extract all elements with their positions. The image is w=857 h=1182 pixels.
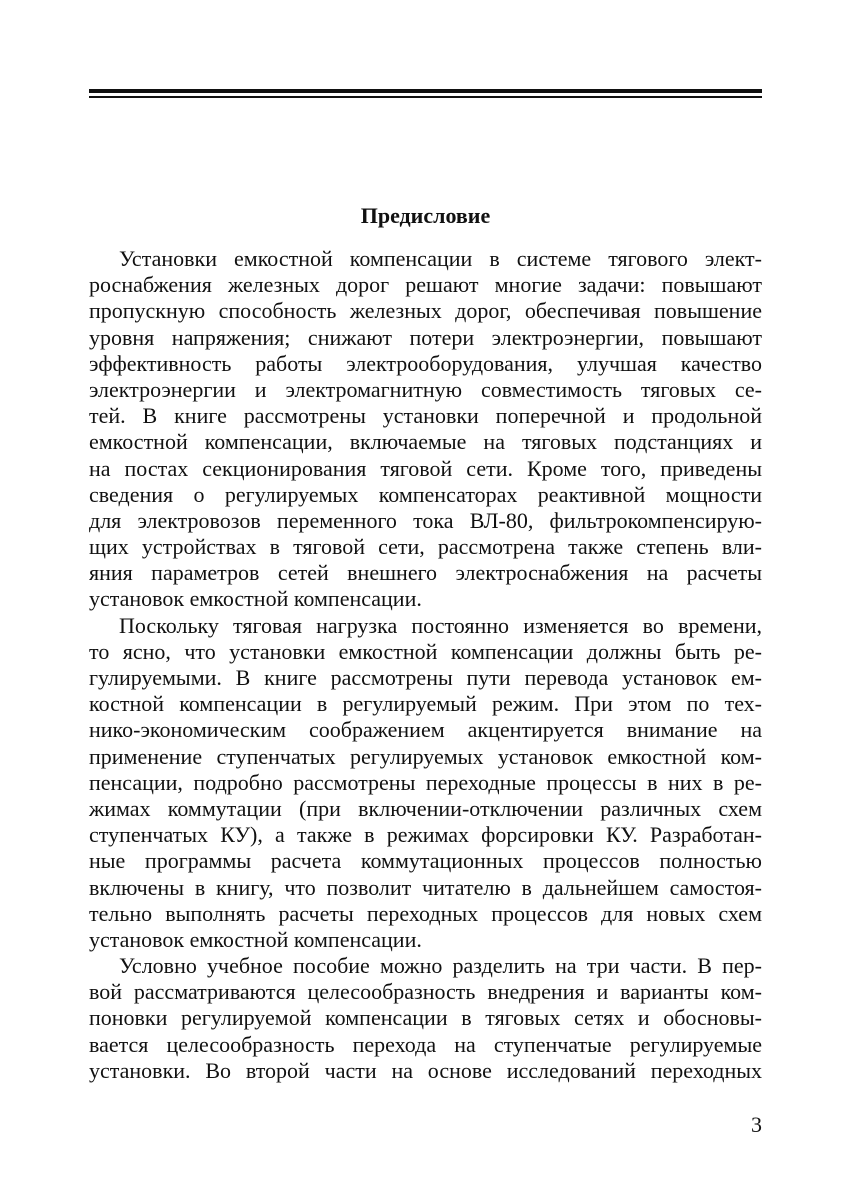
- text-line: Условно учебное пособие можно разделить на три части. В пер-: [119, 953, 762, 979]
- text-line: применение ступенчатых регулируемых установок емкостной ком-: [89, 743, 762, 769]
- text-line: включены в книгу, что позволит читателю в дальнейшем самостоя-: [89, 874, 762, 900]
- text-line: для электровозов переменного тока ВЛ-80, фильтрокомпенсирую-: [89, 507, 762, 533]
- page-title: Предисловие: [360, 203, 491, 228]
- text-line: то ясно, что установки емкостной компенсации должны быть ре-: [89, 638, 762, 664]
- paragraph: [89, 613, 762, 953]
- header-rule-thick: [89, 89, 762, 93]
- text-line: пенсации, подробно рассмотрены переходные процессы в них в ре-: [89, 769, 762, 795]
- text-line: установки. Во второй части на основе исследований переходных: [89, 1057, 762, 1083]
- text-line: гулируемыми. В книге рассмотрены пути перевода установок ем-: [89, 665, 762, 690]
- text-line: сведения о регулируемых компенсаторах реактивной мощности: [89, 481, 762, 507]
- text-line: Установки емкостной компенсации в системе тягового элект-: [119, 246, 762, 271]
- text-line: вой рассматриваются целесообразность внедрения и варианты ком-: [89, 979, 762, 1005]
- text-line: уровня напряжения; снижают потери электроэнергии, повышают: [89, 324, 762, 350]
- text-line: роснабжения железных дорог решают многие задачи: повышают: [89, 272, 762, 298]
- body-text: [89, 246, 762, 1084]
- paragraph: [89, 246, 762, 613]
- text-line: установок емкостной компенсации.: [89, 926, 422, 952]
- text-line: жимах коммутации (при включении-отключении различных схем: [89, 795, 762, 821]
- text-line: щих устройствах в тяговой сети, рассмотрена также степень вли-: [89, 534, 762, 560]
- text-line: нико-экономическим соображением акцентируется внимание на: [89, 717, 762, 743]
- text-line: яния параметров сетей внешнего электроснабжения на расчеты: [89, 560, 762, 586]
- text-line: электроэнергии и электромагнитную совместимость тяговых се-: [89, 376, 762, 402]
- text-line: пропускную способность железных дорог, обеспечивая повышение: [89, 298, 762, 324]
- text-line: эффективность работы электрооборудования, улучшая качество: [89, 350, 762, 376]
- header-rule-thin: [89, 96, 762, 98]
- text-line: Поскольку тяговая нагрузка постоянно изменяется во времени,: [119, 612, 762, 638]
- text-line: ные программы расчета коммутационных процессов полностью: [89, 848, 762, 874]
- text-line: вается целесообразность перехода на ступенчатые регулируемые: [89, 1031, 762, 1057]
- text-line: костной компенсации в регулируемый режим. При этом по тех-: [89, 691, 762, 717]
- text-line: поновки регулируемой компенсации в тяговых сетях и обосновы-: [89, 1005, 762, 1031]
- page-number: 3: [751, 1112, 762, 1137]
- text-line: на постах секционирования тяговой сети. Кроме того, приведены: [89, 455, 762, 481]
- text-line: установок емкостной компенсации.: [89, 586, 422, 612]
- paragraph: [89, 953, 762, 1084]
- text-line: тельно выполнять расчеты переходных процессов для новых схем: [89, 900, 762, 926]
- text-line: тей. В книге рассмотрены установки поперечной и продольной: [89, 403, 762, 429]
- text-line: емкостной компенсации, включаемые на тяговых подстанциях и: [89, 429, 762, 455]
- text-line: ступенчатых КУ), а также в режимах форсировки КУ. Разработан-: [89, 822, 762, 848]
